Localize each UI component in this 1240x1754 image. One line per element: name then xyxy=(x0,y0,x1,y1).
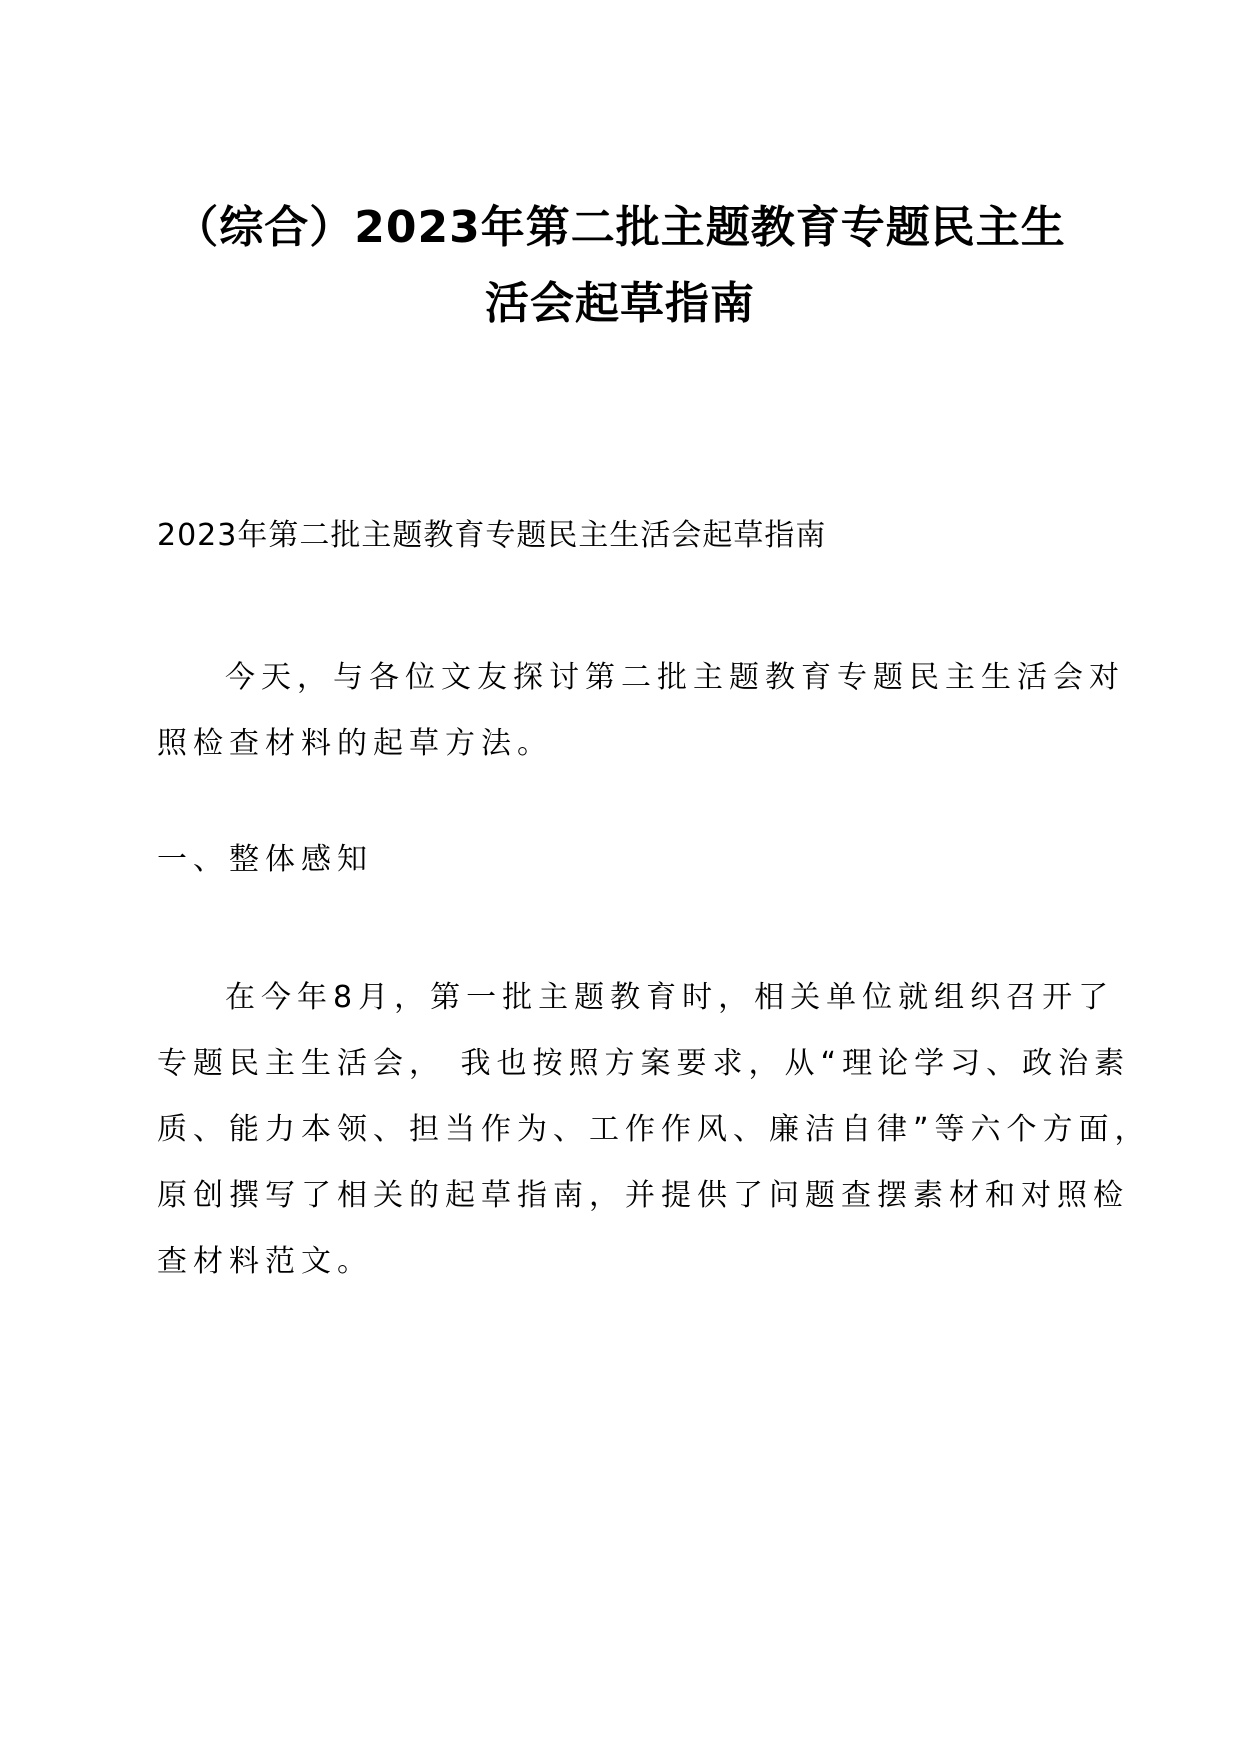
section-1-paragraph-line: 原创撰写了相关的起草指南，并提供了问题查摆素材和对照检 xyxy=(157,1178,1129,1213)
section-1-paragraph-line: 查材料范文。 xyxy=(157,1244,373,1279)
section-1-paragraph xyxy=(157,965,1151,1295)
intro-paragraph-line: 今天，与各位文友探讨第二批主题教育专题民主生活会对 xyxy=(225,660,1125,695)
section-1-paragraph-line: 质、能力本领、担当作为、工作作风、廉洁自律”等六个方面， xyxy=(157,1112,1151,1147)
document-title xyxy=(150,190,1090,342)
section-heading-overall-perception: 一、整体感知 xyxy=(157,842,373,877)
section-1-paragraph-line: 专题民主生活会， 我也按照方案要求，从“理论学习、政治素 xyxy=(157,1046,1131,1081)
intro-paragraph-line: 照检查材料的起草方法。 xyxy=(157,726,553,761)
document-title-line-2: 活会起草指南 xyxy=(485,278,755,329)
section-1-paragraph-line: 在今年8月，第一批主题教育时，相关单位就组织召开了 xyxy=(225,980,1115,1015)
intro-paragraph xyxy=(157,645,1125,777)
document-subtitle: 2023年第二批主题教育专题民主生活会起草指南 xyxy=(157,518,827,553)
document-title-line-1: （综合）2023年第二批主题教育专题民主生 xyxy=(174,202,1066,253)
